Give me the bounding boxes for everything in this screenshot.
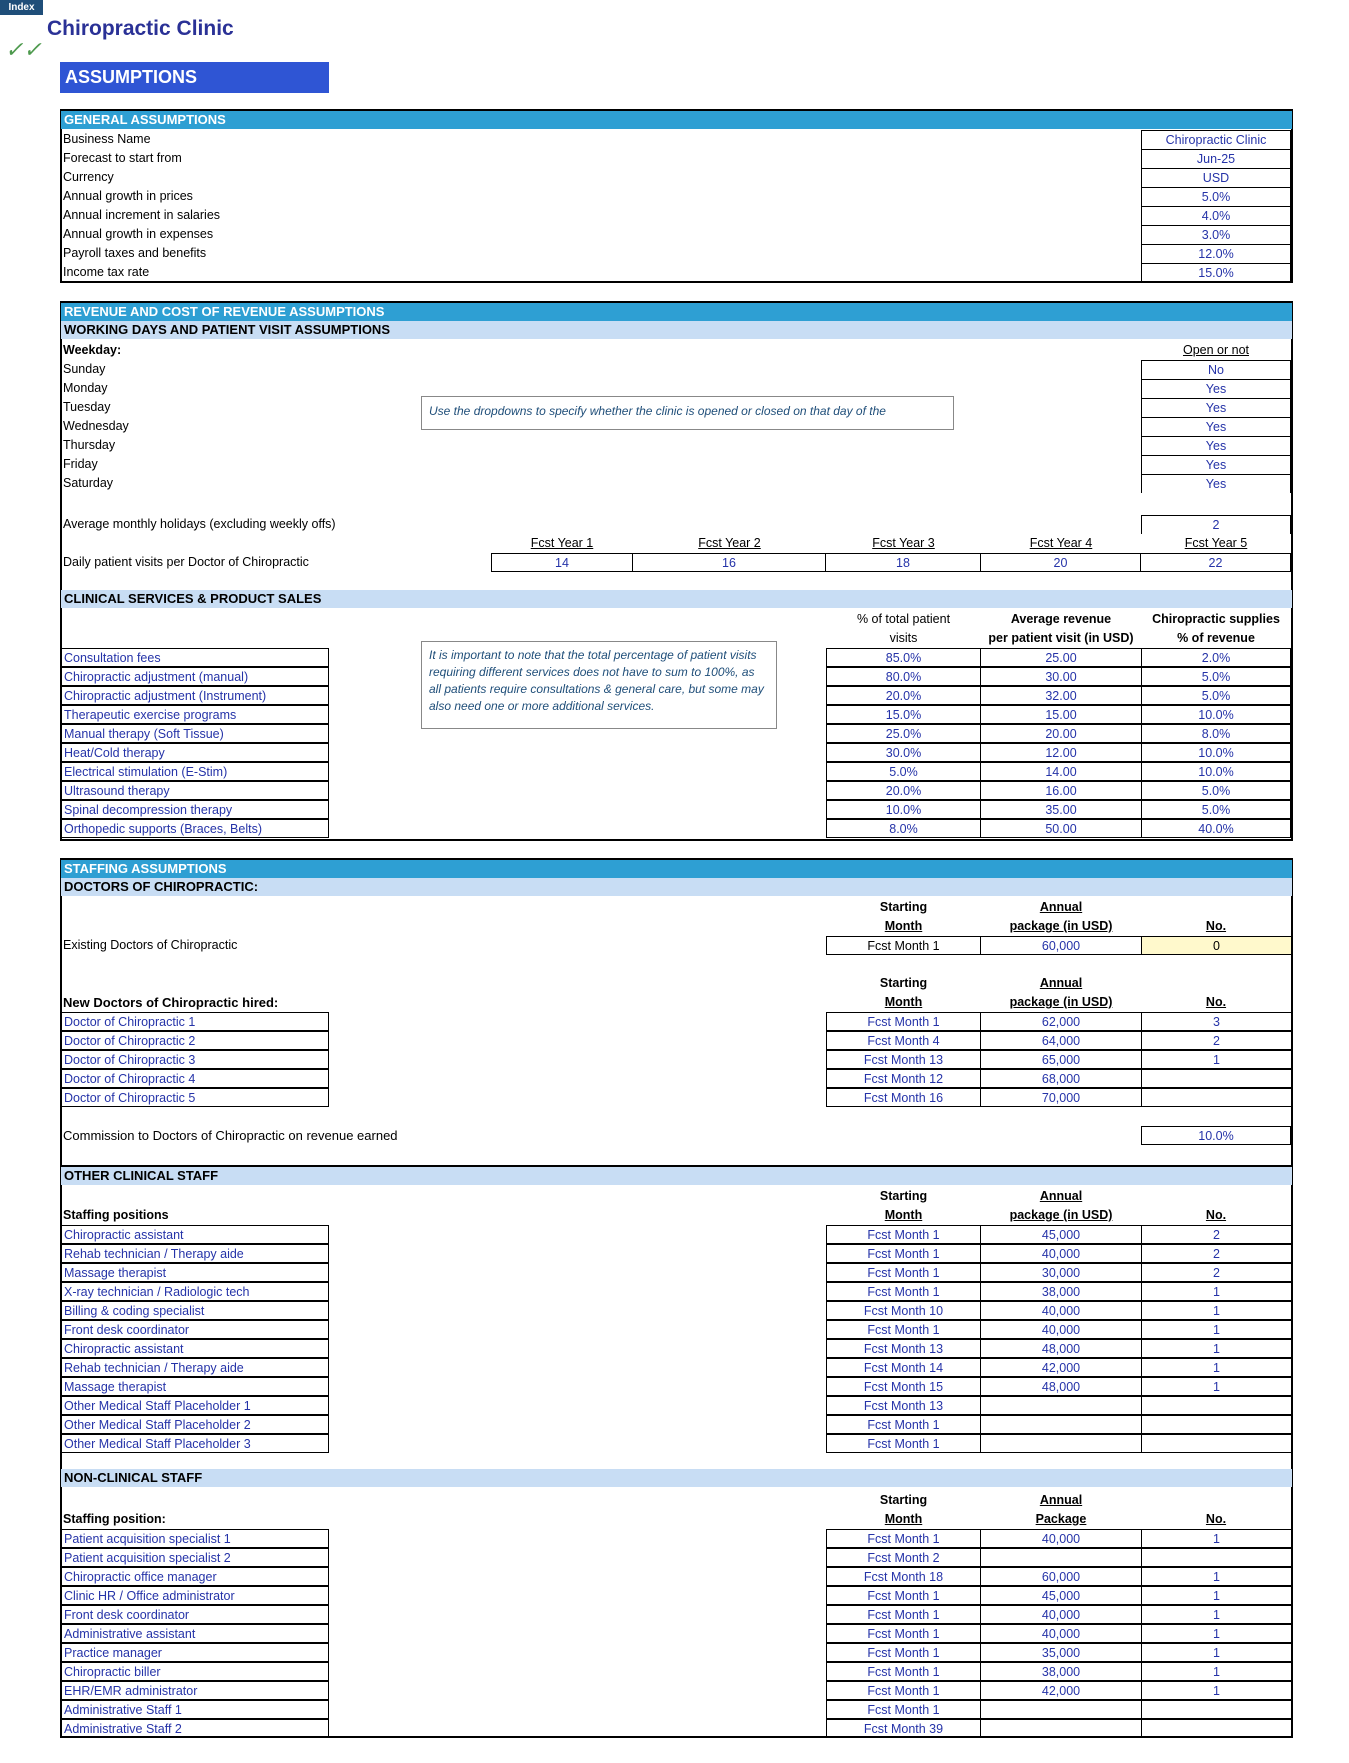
staff-start-month[interactable]: Fcst Month 1: [826, 1681, 981, 1700]
avg-revenue-header-2: per patient visit (in USD): [988, 631, 1134, 645]
service-name[interactable]: Electrical stimulation (E-Stim): [61, 762, 329, 781]
staff-count[interactable]: 1: [1141, 1377, 1292, 1396]
checkmark-icon: ✓✓: [5, 37, 42, 62]
staff-count[interactable]: 1: [1141, 1529, 1292, 1548]
service-avg-revenue[interactable]: 15.00: [980, 705, 1142, 724]
staff-count[interactable]: 1: [1141, 1567, 1292, 1586]
staff-start-month[interactable]: Fcst Month 1: [826, 1662, 981, 1681]
staff-annual-package[interactable]: [980, 1434, 1142, 1453]
staff-position-name[interactable]: Other Medical Staff Placeholder 2: [61, 1415, 329, 1434]
service-avg-revenue[interactable]: 50.00: [980, 819, 1142, 838]
staffing-heading: STAFFING ASSUMPTIONS: [61, 860, 1292, 878]
dropdown-note: Use the dropdowns to specify whether the clinic is opened or closed on that day of the: [421, 396, 954, 430]
staff-position-name[interactable]: Massage therapist: [61, 1263, 329, 1282]
staff-start-month[interactable]: Fcst Month 1: [826, 1244, 981, 1263]
general-row-value[interactable]: USD: [1141, 168, 1291, 187]
open-or-not-header: Open or not: [1182, 343, 1249, 357]
existing-pkg[interactable]: 60,000: [980, 936, 1142, 955]
doctors-heading: DOCTORS OF CHIROPRACTIC:: [61, 878, 1292, 896]
staff-count[interactable]: 1: [1141, 1643, 1292, 1662]
staff-count[interactable]: [1141, 1088, 1292, 1107]
working-days-heading: WORKING DAYS AND PATIENT VISIT ASSUMPTIONS: [61, 321, 1292, 339]
no-header-2: No.: [1205, 995, 1227, 1009]
open-dropdown-thursday[interactable]: Yes: [1141, 436, 1291, 455]
general-heading: GENERAL ASSUMPTIONS: [61, 111, 1292, 129]
patient-visits-cell[interactable]: 16: [632, 553, 826, 572]
weekday-label: Weekday:: [63, 343, 122, 357]
staff-start-month[interactable]: Fcst Month 13: [826, 1339, 981, 1358]
staff-start-month[interactable]: Fcst Month 13: [826, 1396, 981, 1415]
staffing-position-label: Staffing position:: [63, 1512, 166, 1526]
staff-count[interactable]: 1: [1141, 1605, 1292, 1624]
service-supplies-pct[interactable]: 10.0%: [1141, 705, 1291, 724]
service-pct-visits[interactable]: 80.0%: [826, 667, 981, 686]
page-title: ASSUMPTIONS: [60, 62, 329, 93]
pkg-header-5: Annual: [1039, 1189, 1083, 1203]
staff-count[interactable]: [1141, 1700, 1292, 1719]
commission-input[interactable]: 10.0%: [1141, 1126, 1291, 1145]
staff-count[interactable]: 2: [1141, 1031, 1292, 1050]
general-row-value[interactable]: 3.0%: [1141, 225, 1291, 244]
staff-count[interactable]: [1141, 1069, 1292, 1088]
staff-start-month[interactable]: Fcst Month 1: [826, 1263, 981, 1282]
staff-position-name[interactable]: Doctor of Chiropractic 5: [61, 1088, 329, 1107]
staff-position-name[interactable]: Administrative Staff 2: [61, 1719, 329, 1738]
open-dropdown-monday[interactable]: Yes: [1141, 379, 1291, 398]
service-name[interactable]: Therapeutic exercise programs: [61, 705, 329, 724]
staff-count[interactable]: 3: [1141, 1012, 1292, 1031]
service-avg-revenue[interactable]: 14.00: [980, 762, 1142, 781]
service-name[interactable]: Manual therapy (Soft Tissue): [61, 724, 329, 743]
service-avg-revenue[interactable]: 12.00: [980, 743, 1142, 762]
staff-position-name[interactable]: Rehab technician / Therapy aide: [61, 1358, 329, 1377]
start-header-8: Month: [884, 1512, 923, 1526]
staff-position-name[interactable]: Administrative assistant: [61, 1624, 329, 1643]
patient-visits-cell[interactable]: 20: [980, 553, 1141, 572]
service-name[interactable]: Spinal decompression therapy: [61, 800, 329, 819]
pkg-header-8: Package: [1035, 1512, 1087, 1526]
staff-annual-package[interactable]: 68,000: [980, 1069, 1142, 1088]
pct-visits-header-1: % of total patient: [856, 612, 951, 626]
staff-count[interactable]: 1: [1141, 1358, 1292, 1377]
staff-position-name[interactable]: Doctor of Chiropractic 4: [61, 1069, 329, 1088]
general-row-value[interactable]: 12.0%: [1141, 244, 1291, 263]
staff-annual-package[interactable]: [980, 1548, 1142, 1567]
weekday-thursday: Thursday: [63, 438, 116, 452]
start-header-1: Starting: [879, 900, 928, 914]
staff-annual-package[interactable]: 70,000: [980, 1088, 1142, 1107]
staffing-positions-label: Staffing positions: [63, 1208, 169, 1222]
service-supplies-pct[interactable]: 40.0%: [1141, 819, 1291, 838]
staff-position-name[interactable]: Massage therapist: [61, 1377, 329, 1396]
staff-count[interactable]: [1141, 1434, 1292, 1453]
existing-doctors-label: Existing Doctors of Chiropractic: [63, 938, 238, 952]
staff-position-name[interactable]: Front desk coordinator: [61, 1605, 329, 1624]
staff-start-month[interactable]: Fcst Month 13: [826, 1050, 981, 1069]
staff-position-name[interactable]: Patient acquisition specialist 2: [61, 1548, 329, 1567]
staff-count[interactable]: 2: [1141, 1225, 1292, 1244]
general-row-value[interactable]: Jun-25: [1141, 149, 1291, 168]
general-row-label: Income tax rate: [63, 265, 150, 279]
nonclinical-heading: NON-CLINICAL STAFF: [61, 1469, 1292, 1487]
weekday-sunday: Sunday: [63, 362, 106, 376]
staff-annual-package[interactable]: [980, 1396, 1142, 1415]
staff-position-name[interactable]: Clinic HR / Office administrator: [61, 1586, 329, 1605]
pkg-header-7: Annual: [1039, 1493, 1083, 1507]
start-header-5: Starting: [879, 1189, 928, 1203]
general-row-label: Forecast to start from: [63, 151, 182, 165]
general-section-frame: [60, 109, 1293, 283]
existing-start[interactable]: Fcst Month 1: [826, 936, 981, 955]
staff-start-month[interactable]: Fcst Month 1: [826, 1586, 981, 1605]
staff-annual-package[interactable]: 38,000: [980, 1282, 1142, 1301]
service-pct-visits[interactable]: 8.0%: [826, 819, 981, 838]
open-dropdown-sunday[interactable]: No: [1141, 360, 1291, 379]
services-note: It is important to note that the total percentage of patient visits requiring different services does not have to sum to 100%, as all patients require consultations & general care, but some may also need one or more additional services.: [421, 641, 777, 729]
forecast-year-header: Fcst Year 3: [872, 536, 935, 550]
weekday-monday: Monday: [63, 381, 108, 395]
staff-position-name[interactable]: Practice manager: [61, 1643, 329, 1662]
forecast-year-header: Fcst Year 5: [1184, 536, 1248, 550]
service-supplies-pct[interactable]: 5.0%: [1141, 686, 1291, 705]
staff-start-month[interactable]: Fcst Month 18: [826, 1567, 981, 1586]
staff-annual-package[interactable]: 45,000: [980, 1586, 1142, 1605]
staff-start-month[interactable]: Fcst Month 1: [826, 1012, 981, 1031]
staff-position-name[interactable]: Other Medical Staff Placeholder 1: [61, 1396, 329, 1415]
staff-count[interactable]: 1: [1141, 1681, 1292, 1700]
open-dropdown-saturday[interactable]: Yes: [1141, 474, 1291, 493]
staff-position-name[interactable]: Doctor of Chiropractic 3: [61, 1050, 329, 1069]
service-avg-revenue[interactable]: 35.00: [980, 800, 1142, 819]
start-header-6: Month: [884, 1208, 923, 1222]
staff-annual-package[interactable]: 64,000: [980, 1031, 1142, 1050]
supplies-header-2: % of revenue: [1177, 631, 1255, 645]
staff-annual-package[interactable]: [980, 1719, 1142, 1738]
staff-position-name[interactable]: Administrative Staff 1: [61, 1700, 329, 1719]
staff-annual-package[interactable]: 40,000: [980, 1529, 1142, 1548]
staff-count[interactable]: [1141, 1548, 1292, 1567]
weekday-wednesday: Wednesday: [63, 419, 129, 433]
staff-annual-package[interactable]: 40,000: [980, 1301, 1142, 1320]
forecast-year-header: Fcst Year 4: [1029, 536, 1093, 550]
service-avg-revenue[interactable]: 30.00: [980, 667, 1142, 686]
staff-position-name[interactable]: Front desk coordinator: [61, 1320, 329, 1339]
staff-start-month[interactable]: Fcst Month 39: [826, 1719, 981, 1738]
patient-visits-cell[interactable]: 14: [491, 553, 633, 572]
pkg-header-3: Annual: [1039, 976, 1083, 990]
staff-count[interactable]: 1: [1141, 1301, 1292, 1320]
staff-count[interactable]: 2: [1141, 1244, 1292, 1263]
general-row-label: Annual growth in prices: [63, 189, 193, 203]
existing-no[interactable]: 0: [1141, 936, 1292, 955]
staff-annual-package[interactable]: 48,000: [980, 1339, 1142, 1358]
start-header-7: Starting: [879, 1493, 928, 1507]
open-dropdown-wednesday[interactable]: Yes: [1141, 417, 1291, 436]
staff-count[interactable]: [1141, 1396, 1292, 1415]
service-pct-visits[interactable]: 15.0%: [826, 705, 981, 724]
service-name[interactable]: Ultrasound therapy: [61, 781, 329, 800]
service-supplies-pct[interactable]: 10.0%: [1141, 762, 1291, 781]
service-pct-visits[interactable]: 20.0%: [826, 686, 981, 705]
clinical-services-heading: CLINICAL SERVICES & PRODUCT SALES: [61, 590, 1292, 608]
staff-annual-package[interactable]: 40,000: [980, 1605, 1142, 1624]
staff-position-name[interactable]: Chiropractic assistant: [61, 1339, 329, 1358]
staff-count[interactable]: 1: [1141, 1339, 1292, 1358]
weekday-tuesday: Tuesday: [63, 400, 111, 414]
service-avg-revenue[interactable]: 25.00: [980, 648, 1142, 667]
staff-annual-package[interactable]: 65,000: [980, 1050, 1142, 1069]
service-supplies-pct[interactable]: 5.0%: [1141, 800, 1291, 819]
service-pct-visits[interactable]: 5.0%: [826, 762, 981, 781]
staff-position-name[interactable]: Patient acquisition specialist 1: [61, 1529, 329, 1548]
staff-start-month[interactable]: Fcst Month 1: [826, 1320, 981, 1339]
staff-annual-package[interactable]: 30,000: [980, 1263, 1142, 1282]
general-row-value[interactable]: Chiropractic Clinic: [1141, 130, 1291, 149]
staff-annual-package[interactable]: 40,000: [980, 1320, 1142, 1339]
staff-start-month[interactable]: Fcst Month 1: [826, 1434, 981, 1453]
staff-annual-package[interactable]: [980, 1415, 1142, 1434]
staff-annual-package[interactable]: 35,000: [980, 1643, 1142, 1662]
commission-label: Commission to Doctors of Chiropractic on revenue earned: [63, 1128, 398, 1143]
service-pct-visits[interactable]: 20.0%: [826, 781, 981, 800]
staff-start-month[interactable]: Fcst Month 1: [826, 1624, 981, 1643]
service-name[interactable]: Heat/Cold therapy: [61, 743, 329, 762]
staff-count[interactable]: 1: [1141, 1586, 1292, 1605]
staff-annual-package[interactable]: 42,000: [980, 1358, 1142, 1377]
service-name[interactable]: Chiropractic adjustment (manual): [61, 667, 329, 686]
service-name[interactable]: Orthopedic supports (Braces, Belts): [61, 819, 329, 838]
staff-start-month[interactable]: Fcst Month 1: [826, 1225, 981, 1244]
staff-count[interactable]: [1141, 1415, 1292, 1434]
staff-start-month[interactable]: Fcst Month 4: [826, 1031, 981, 1050]
start-header-2: Month: [884, 919, 923, 933]
staff-count[interactable]: 1: [1141, 1050, 1292, 1069]
staff-start-month[interactable]: Fcst Month 16: [826, 1088, 981, 1107]
revenue-heading: REVENUE AND COST OF REVENUE ASSUMPTIONS: [61, 303, 1292, 321]
staff-annual-package[interactable]: 40,000: [980, 1244, 1142, 1263]
staff-annual-package[interactable]: 48,000: [980, 1377, 1142, 1396]
company-title: Chiropractic Clinic: [47, 17, 234, 40]
service-avg-revenue[interactable]: 32.00: [980, 686, 1142, 705]
staff-count[interactable]: 1: [1141, 1320, 1292, 1339]
staff-count[interactable]: 1: [1141, 1662, 1292, 1681]
general-row-label: Annual growth in expenses: [63, 227, 214, 241]
open-dropdown-tuesday[interactable]: Yes: [1141, 398, 1291, 417]
forecast-year-header: Fcst Year 2: [698, 536, 761, 550]
staff-annual-package[interactable]: 38,000: [980, 1662, 1142, 1681]
pkg-header-4: package (in USD): [1009, 995, 1113, 1009]
pct-visits-header-2: visits: [889, 631, 918, 645]
service-supplies-pct[interactable]: 2.0%: [1141, 648, 1291, 667]
patient-visits-cell[interactable]: 22: [1140, 553, 1291, 572]
general-row-value[interactable]: 5.0%: [1141, 187, 1291, 206]
general-row-label: Business Name: [63, 132, 151, 146]
staff-start-month[interactable]: Fcst Month 1: [826, 1529, 981, 1548]
staff-position-name[interactable]: Other Medical Staff Placeholder 3: [61, 1434, 329, 1453]
staff-annual-package[interactable]: 45,000: [980, 1225, 1142, 1244]
staff-start-month[interactable]: Fcst Month 1: [826, 1643, 981, 1662]
staff-start-month[interactable]: Fcst Month 1: [826, 1282, 981, 1301]
no-header: No.: [1205, 919, 1227, 933]
patient-visits-label: Daily patient visits per Doctor of Chiropractic: [63, 555, 309, 569]
staff-start-month[interactable]: Fcst Month 12: [826, 1069, 981, 1088]
service-supplies-pct[interactable]: 8.0%: [1141, 724, 1291, 743]
holidays-input[interactable]: 2: [1141, 515, 1291, 534]
avg-revenue-header-1: Average revenue: [1010, 612, 1112, 626]
staff-count[interactable]: 1: [1141, 1282, 1292, 1301]
service-supplies-pct[interactable]: 10.0%: [1141, 743, 1291, 762]
general-row-label: Annual increment in salaries: [63, 208, 221, 222]
staff-start-month[interactable]: Fcst Month 2: [826, 1548, 981, 1567]
staff-position-name[interactable]: Rehab technician / Therapy aide: [61, 1244, 329, 1263]
staff-position-name[interactable]: X-ray technician / Radiologic tech: [61, 1282, 329, 1301]
staff-annual-package[interactable]: 42,000: [980, 1681, 1142, 1700]
pkg-header-2: package (in USD): [1009, 919, 1113, 933]
staff-position-name[interactable]: Chiropractic office manager: [61, 1567, 329, 1586]
staff-count[interactable]: 2: [1141, 1263, 1292, 1282]
service-supplies-pct[interactable]: 5.0%: [1141, 781, 1291, 800]
staff-position-name[interactable]: EHR/EMR administrator: [61, 1681, 329, 1700]
general-row-value[interactable]: 15.0%: [1141, 263, 1291, 282]
forecast-year-header: Fcst Year 1: [530, 536, 594, 550]
staff-count[interactable]: 1: [1141, 1624, 1292, 1643]
no-header-4: No.: [1205, 1512, 1227, 1526]
staff-annual-package[interactable]: [980, 1700, 1142, 1719]
service-name[interactable]: Chiropractic adjustment (Instrument): [61, 686, 329, 705]
staff-position-name[interactable]: Chiropractic biller: [61, 1662, 329, 1681]
service-pct-visits[interactable]: 30.0%: [826, 743, 981, 762]
staff-position-name[interactable]: Doctor of Chiropractic 1: [61, 1012, 329, 1031]
general-row-label: Payroll taxes and benefits: [63, 246, 207, 260]
pkg-header-1: Annual: [1039, 900, 1083, 914]
patient-visits-cell[interactable]: 18: [825, 553, 981, 572]
general-row-label: Currency: [63, 170, 114, 184]
staff-start-month[interactable]: Fcst Month 14: [826, 1358, 981, 1377]
weekday-friday: Friday: [63, 457, 98, 471]
staff-position-name[interactable]: Billing & coding specialist: [61, 1301, 329, 1320]
supplies-header-1: Chiropractic supplies: [1152, 612, 1280, 626]
general-row-value[interactable]: 4.0%: [1141, 206, 1291, 225]
holidays-label: Average monthly holidays (excluding weekly offs): [63, 517, 336, 531]
index-tab[interactable]: Index: [0, 0, 43, 15]
staff-start-month[interactable]: Fcst Month 1: [826, 1605, 981, 1624]
staff-start-month[interactable]: Fcst Month 1: [826, 1415, 981, 1434]
staff-start-month[interactable]: Fcst Month 1: [826, 1700, 981, 1719]
service-supplies-pct[interactable]: 5.0%: [1141, 667, 1291, 686]
staff-count[interactable]: [1141, 1719, 1292, 1738]
other-clinical-heading: OTHER CLINICAL STAFF: [61, 1165, 1292, 1185]
service-avg-revenue[interactable]: 16.00: [980, 781, 1142, 800]
staff-annual-package[interactable]: 40,000: [980, 1624, 1142, 1643]
staff-position-name[interactable]: Doctor of Chiropractic 2: [61, 1031, 329, 1050]
service-name[interactable]: Consultation fees: [61, 648, 329, 667]
service-pct-visits[interactable]: 25.0%: [826, 724, 981, 743]
service-pct-visits[interactable]: 85.0%: [826, 648, 981, 667]
start-header-4: Month: [884, 995, 923, 1009]
weekday-saturday: Saturday: [63, 476, 114, 490]
open-dropdown-friday[interactable]: Yes: [1141, 455, 1291, 474]
pkg-header-6: package (in USD): [1009, 1208, 1113, 1222]
staff-position-name[interactable]: Chiropractic assistant: [61, 1225, 329, 1244]
start-header-3: Starting: [879, 976, 928, 990]
staff-annual-package[interactable]: 62,000: [980, 1012, 1142, 1031]
no-header-3: No.: [1205, 1208, 1227, 1222]
new-doctors-label: New Doctors of Chiropractic hired:: [63, 995, 279, 1010]
staff-start-month[interactable]: Fcst Month 15: [826, 1377, 981, 1396]
staff-start-month[interactable]: Fcst Month 10: [826, 1301, 981, 1320]
staff-annual-package[interactable]: 60,000: [980, 1567, 1142, 1586]
service-pct-visits[interactable]: 10.0%: [826, 800, 981, 819]
service-avg-revenue[interactable]: 20.00: [980, 724, 1142, 743]
